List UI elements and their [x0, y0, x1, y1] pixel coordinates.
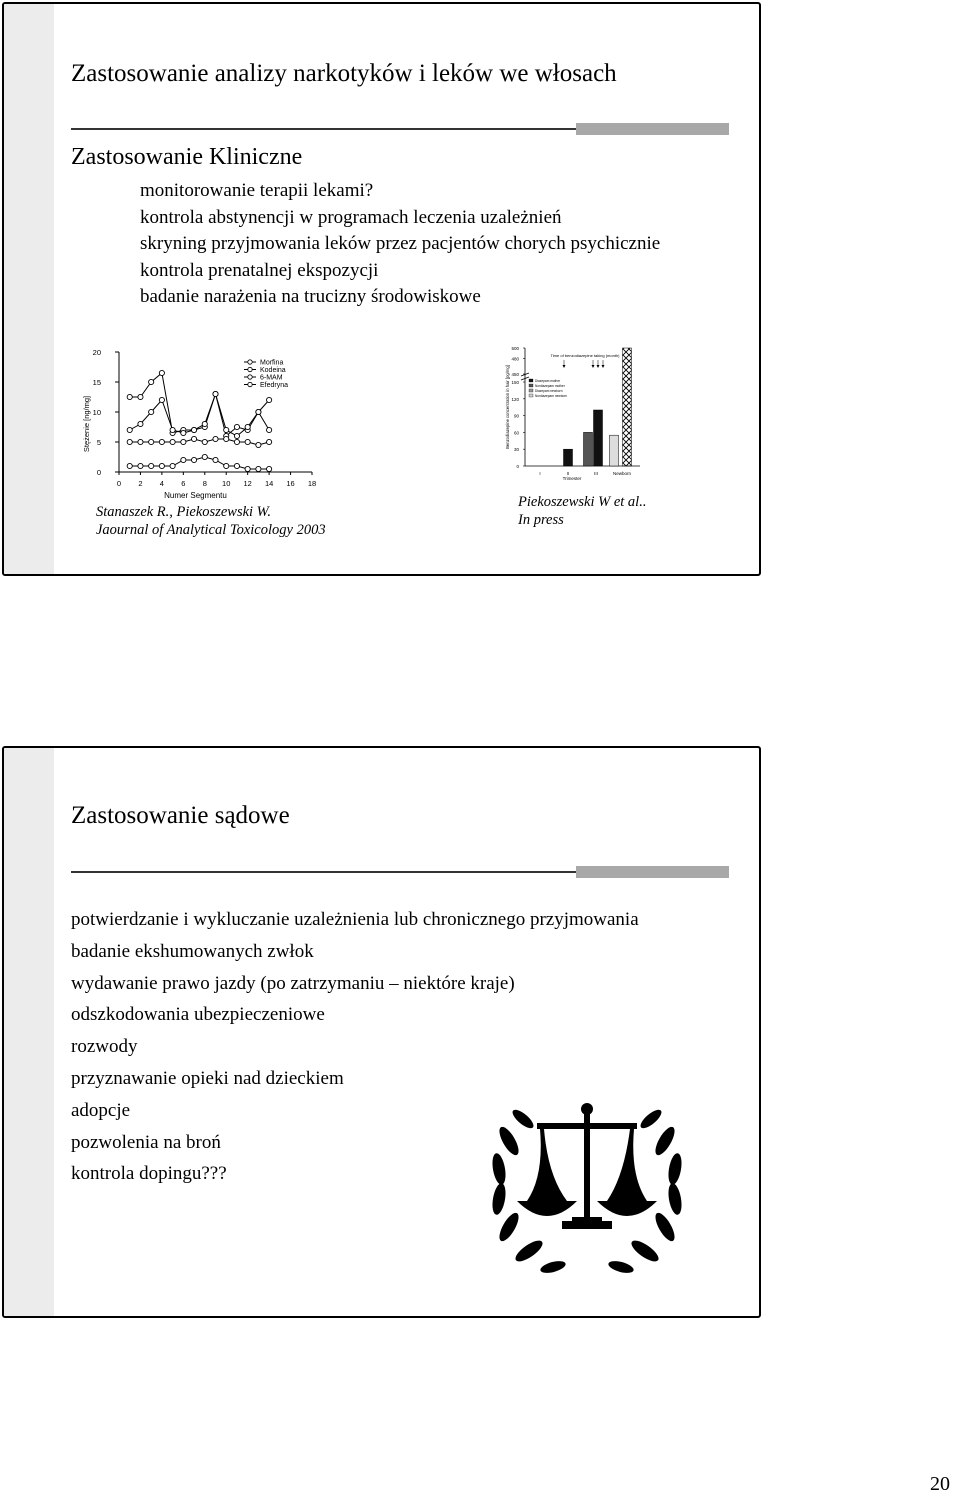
chart-title: Time of benzodiazepine taking (month) — [550, 353, 620, 358]
y-axis-label: Stężenie [ng/mg] — [82, 395, 91, 453]
data-point — [224, 463, 229, 468]
data-point — [256, 442, 261, 447]
x-axis-label: Numer Segmentu — [164, 491, 227, 500]
data-point — [127, 394, 132, 399]
bar — [594, 410, 603, 466]
bar — [623, 348, 632, 466]
data-point — [202, 439, 207, 444]
legend-swatch — [529, 379, 533, 382]
bar — [610, 435, 619, 466]
y-tick-label: 90 — [513, 413, 519, 419]
legend-marker — [248, 375, 252, 379]
scales-of-justice-laurel-icon — [482, 1081, 692, 1281]
legend-label: Morfina — [260, 359, 284, 367]
legend-label: Efedryna — [260, 382, 289, 389]
list-item: odszkodowania ubezpieczeniowe — [71, 1004, 325, 1026]
data-point — [127, 427, 132, 432]
slide-side-band — [4, 748, 54, 1316]
segment-concentration-chart — [74, 340, 334, 500]
legend-label: Nordiazepam newborn — [535, 394, 568, 398]
data-point — [127, 439, 132, 444]
right-citation — [518, 494, 646, 529]
x-tick-label: III — [594, 471, 598, 476]
data-point — [267, 466, 272, 471]
data-point — [213, 436, 218, 441]
data-point — [213, 457, 218, 462]
data-point — [256, 466, 261, 471]
list-item: kontrola prenatalnej ekspozycji — [140, 259, 379, 281]
x-tick-label: 14 — [264, 479, 274, 488]
y-tick-label: 0 — [96, 468, 101, 477]
y-tick-label: 480 — [511, 356, 519, 362]
data-point — [181, 457, 186, 462]
legend-swatch — [529, 394, 533, 397]
data-point — [245, 424, 250, 429]
x-tick-label: 0 — [116, 479, 122, 488]
x-tick-label: 6 — [181, 479, 186, 488]
data-point — [181, 439, 186, 444]
list-item: skryning przyjmowania leków przez pacjentów chorych psychicznie — [140, 233, 661, 254]
legend-swatch — [529, 389, 533, 392]
data-point — [138, 421, 143, 426]
timing-arrow-head — [563, 365, 566, 368]
data-point — [170, 427, 175, 432]
left-citation — [96, 504, 326, 539]
data-point — [245, 439, 250, 444]
citation-authors: Stanaszek R., Piekoszewski W. — [96, 504, 272, 520]
timing-arrow-head — [592, 365, 595, 368]
data-point — [149, 409, 154, 414]
y-tick-label: 60 — [513, 430, 519, 436]
data-point — [202, 421, 207, 426]
y-tick-label: 0 — [516, 464, 519, 469]
timing-arrow-head — [597, 365, 600, 368]
data-point — [138, 439, 143, 444]
data-point — [159, 370, 164, 375]
data-point — [159, 397, 164, 402]
bar — [564, 449, 573, 466]
data-point — [170, 463, 175, 468]
title-divider-accent — [576, 123, 729, 135]
citation-journal: Jaournal of Analytical Toxicology 2003 — [96, 521, 326, 538]
data-point — [202, 454, 207, 459]
data-point — [267, 439, 272, 444]
data-point — [191, 436, 196, 441]
benzodiazepine-hair-chart — [500, 340, 660, 484]
x-tick-label: 18 — [307, 479, 317, 488]
data-point — [245, 466, 250, 471]
legend-label: Diazepam newborn — [535, 389, 563, 393]
data-point — [234, 424, 239, 429]
title-divider-accent — [576, 866, 729, 878]
slide-side-band — [4, 4, 54, 574]
data-point — [138, 394, 143, 399]
x-tick-label: 8 — [202, 479, 207, 488]
y-tick-label: 15 — [92, 378, 101, 387]
slide-title: Zastosowanie analizy narkotyków i leków we włosach — [71, 60, 617, 87]
data-point — [224, 436, 229, 441]
slide-title: Zastosowanie sądowe — [71, 802, 290, 829]
citation-status: In press — [518, 511, 564, 528]
x-tick-label: Newborn — [612, 471, 632, 476]
y-tick-label: 10 — [92, 408, 101, 417]
y-tick-label: 30 — [513, 447, 519, 453]
x-tick-label: II — [566, 471, 570, 476]
legend-label: Nordiazepam mother — [535, 384, 565, 388]
legend-marker — [248, 360, 252, 364]
data-point — [159, 463, 164, 468]
y-tick-label: 450 — [511, 372, 519, 377]
slide-clinical — [2, 2, 761, 576]
x-tick-label: 16 — [286, 479, 295, 488]
data-point — [234, 433, 239, 438]
data-point — [191, 427, 196, 432]
data-point — [127, 463, 132, 468]
data-point — [149, 439, 154, 444]
data-point — [267, 427, 272, 432]
list-item: rozwody — [71, 1036, 138, 1058]
y-tick-label: 20 — [92, 348, 101, 357]
bar — [584, 432, 593, 466]
x-axis-label: Trimester — [562, 476, 582, 481]
list-item: potwierdzanie i wykluczanie uzależnienia lub chronicznego przyjmowania — [71, 909, 639, 930]
citation-authors: Piekoszewski W et al.. — [518, 494, 647, 510]
y-axis-label: Benzodiazepine concentration in hair [pg/mg] — [505, 365, 510, 449]
data-point — [149, 379, 154, 384]
legend-label: Kodeina — [260, 367, 286, 374]
list-item: kontrola dopingu??? — [71, 1163, 227, 1185]
data-point — [191, 457, 196, 462]
list-item: wydawanie prawo jazdy (po zatrzymaniu – niektóre kraje) — [71, 972, 515, 994]
data-point — [267, 397, 272, 402]
x-tick-label: 2 — [138, 479, 143, 488]
list-item: przyznawanie opieki nad dzieckiem — [71, 1067, 344, 1089]
data-point — [149, 463, 154, 468]
data-point — [181, 430, 186, 435]
data-point — [224, 427, 229, 432]
data-point — [213, 391, 218, 396]
data-point — [138, 463, 143, 468]
clinical-bullet-list — [140, 178, 660, 311]
list-item: badanie narażenia na trucizny środowiskowe — [140, 286, 481, 307]
list-item: pozwolenia na broń — [71, 1131, 221, 1153]
list-item: adopcje — [71, 1099, 131, 1121]
list-item: monitorowanie terapii lekami? — [140, 180, 374, 201]
y-tick-label: 500 — [511, 346, 519, 351]
data-point — [159, 439, 164, 444]
y-tick-label: 120 — [511, 396, 519, 402]
x-tick-label: 10 — [222, 479, 231, 488]
data-point — [256, 409, 261, 414]
list-item: badanie ekshumowanych zwłok — [71, 940, 314, 962]
x-tick-label: I — [539, 471, 541, 476]
legend-marker — [248, 367, 252, 371]
list-item: kontrola abstynencji w programach leczenia uzależnień — [140, 206, 562, 228]
data-point — [234, 439, 239, 444]
x-tick-label: 12 — [243, 479, 252, 488]
legend-label: 6-MAM — [260, 374, 283, 382]
data-point — [170, 439, 175, 444]
x-tick-label: 4 — [159, 479, 164, 488]
legend-swatch — [529, 384, 533, 387]
section-subtitle: Zastosowanie Kliniczne — [71, 144, 303, 170]
page-number: 20 — [930, 1473, 950, 1495]
legend-label: Diazepam mother — [535, 379, 561, 383]
timing-arrow-head — [602, 365, 605, 368]
y-tick-label: 150 — [511, 380, 519, 385]
y-tick-label: 5 — [96, 438, 101, 447]
data-point — [234, 463, 239, 468]
slide-forensic — [2, 746, 761, 1318]
legend-marker — [248, 382, 252, 386]
